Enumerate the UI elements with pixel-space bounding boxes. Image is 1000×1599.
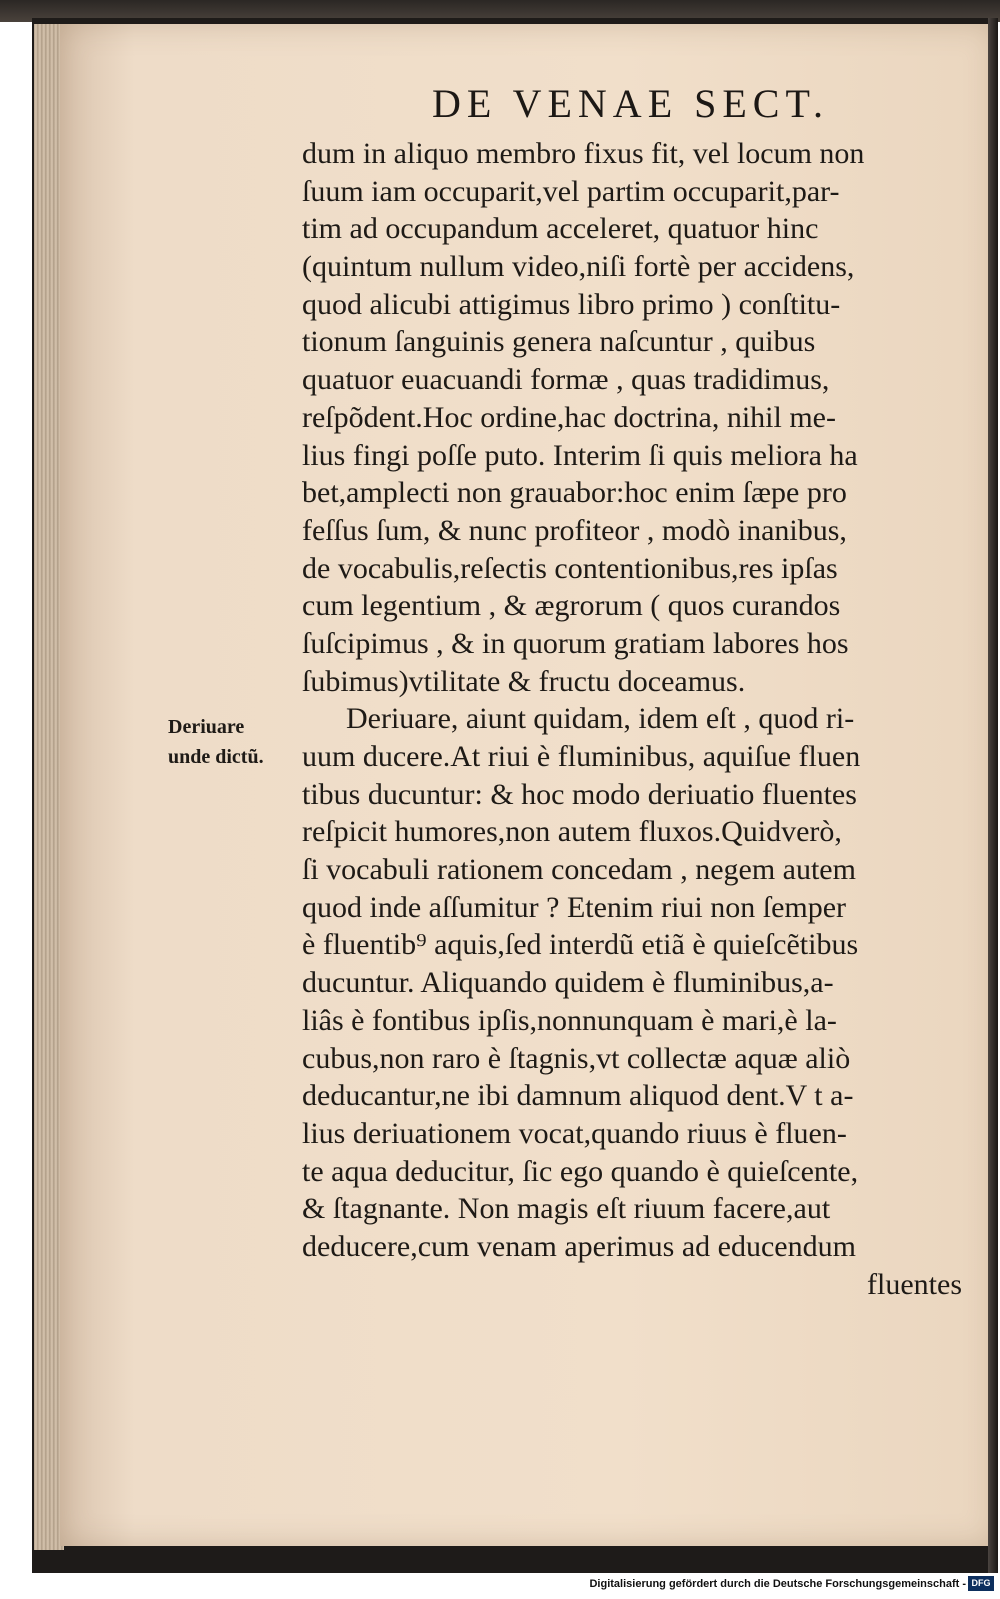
text-line: ſuſcipimus , & in quorum gratiam labores hos (302, 626, 849, 660)
text-line: ſuum iam occuparit,vel partim occuparit,par- (302, 174, 840, 208)
text-line: è fluentib⁹ aquis,ſed interdũ etiã è quieſcẽtibus (302, 928, 859, 962)
catchword: fluentes (867, 1267, 962, 1301)
text-line: cubus,non raro è ſtagnis,vt collectæ aquæ aliò (302, 1041, 851, 1075)
text-line: ſubimus)vtilitate & fructu doceamus. (302, 664, 746, 698)
text-line: liâs è fontibus ipſis,nonnunquam è mari,è la- (302, 1003, 837, 1037)
text-line: ſi vocabuli rationem concedam , negem autem (302, 853, 856, 887)
text-line: ducuntur. Aliquando quidem è fluminibus,a- (302, 966, 834, 1000)
book-right-edge (988, 18, 998, 1573)
text-line: deducantur,ne ibi damnum aliquod dent.V t a- (302, 1079, 854, 1113)
text-line: reſpicit humores,non autem fluxos.Quidverò, (302, 815, 842, 849)
text-line: tibus ducuntur: & hoc modo deriuatio fluentes (302, 777, 857, 811)
text-line: quatuor euacuandi formæ , quas tradidimus, (302, 363, 830, 397)
text-block (302, 135, 972, 1303)
running-header: DE VENAE SECT. (432, 81, 829, 126)
text-line: te aqua deducitur, ſic ego quando è quieſcente, (302, 1154, 859, 1188)
text-line: lius fingi poſſe puto. Interim ſi quis meliora ha (302, 438, 858, 472)
text-line: tionum ſanguinis genera naſcuntur , quibus (302, 325, 816, 359)
text-line: (quintum nullum video,niſi fortè per accidens, (302, 250, 855, 284)
text-line: de vocabulis,reſectis contentionibus,res ipſas (302, 551, 838, 585)
text-line: deducere,cum venam aperimus ad educendum (302, 1229, 856, 1263)
marginal-note (168, 712, 298, 772)
text-line: tim ad occupandum acceleret, quatuor hinc (302, 212, 819, 246)
text-line: reſpõdent.Hoc ordine,hac doctrina, nihil me- (302, 400, 836, 434)
text-line: quod alicubi attigimus libro primo ) conſtitu- (302, 287, 841, 321)
text-line: dum in aliquo membro fixus fit, vel locum non (302, 137, 865, 170)
footer-credit: Digitalisierung gefördert durch die Deutsche Forschungsgemeinschaft - (589, 1578, 966, 1590)
text-line: bet,amplecti non grauabor:hoc enim ſæpe pro (302, 476, 847, 510)
text-line: lius deriuationem vocat,quando riuus è fluen- (302, 1116, 847, 1150)
dfg-logo: DFG (968, 1576, 994, 1591)
text-line: & ſtagnante. Non magis eſt riuum facere,aut (302, 1192, 831, 1226)
text-line: uum ducere.At riui è fluminibus, aquiſue fluen (302, 740, 861, 773)
marginal-note-line: Deriuare (168, 716, 245, 738)
text-line: feſſus ſum, & nunc profiteor , modò inanibus, (302, 513, 847, 547)
text-line: cum legentium , & ægrorum ( quos curandos (302, 589, 841, 623)
text-line: Deriuare, aiunt quidam, idem eſt , quod ri- (346, 702, 855, 736)
text-line: quod inde aſſumitur ? Etenim riui non ſemper (302, 890, 847, 924)
marginal-note-line: unde dictũ. (168, 746, 264, 768)
